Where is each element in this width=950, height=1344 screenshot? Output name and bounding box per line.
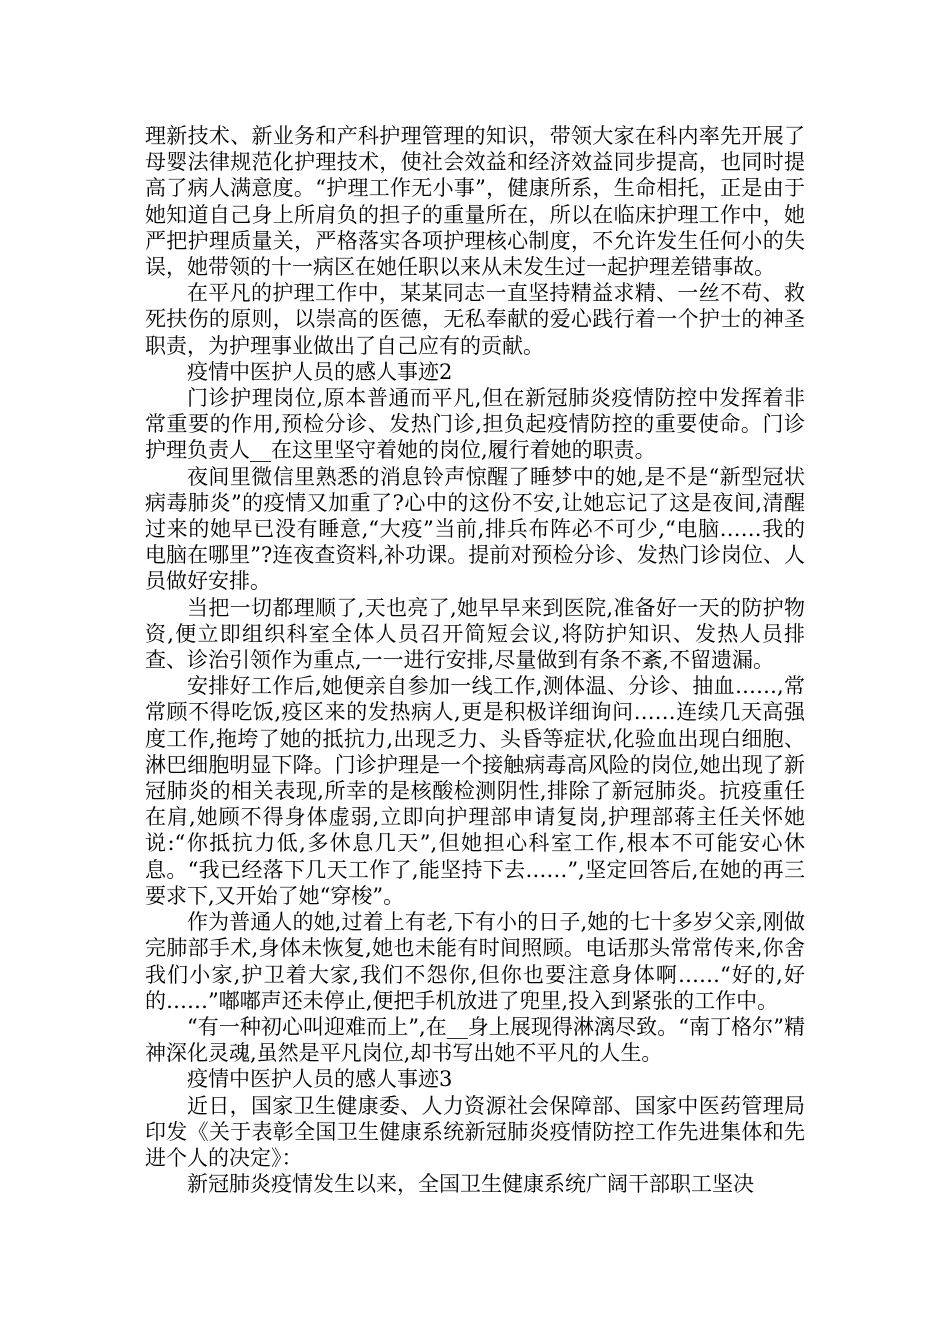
section-heading: 疫情中医护人员的感人事迹3 [187,1067,453,1092]
paragraph: 夜间里微信里熟悉的消息铃声惊醒了睡梦中的她,是不是“新型冠状病毒肺炎”的疫情又加重了?心中的这份不安,让她忘记了这是夜间,清醒过来的她早已没有睡意,“大疫”当前,排兵布阵必不可少,“电脑……我的电脑在哪里”?连夜查资料,补功课。提前对预检分诊、发热门诊岗位、人员做好安排。 [145,464,805,594]
paragraph: 在平凡的护理工作中，某某同志一直坚持精益求精、一丝不苟、救死扶伤的原则，以崇高的医德，无私奉献的爱心践行着一个护士的神圣职责，为护理事业做出了自己应有的贡献。 [145,281,805,358]
paragraph: 安排好工作后,她便亲自参加一线工作,测体温、分诊、抽血……,常常顾不得吃饭,疫区来的发热病人,更是积极详细询问……连续几天高强度工作,拖垮了她的抵抗力,出现乏力、头昏等症状,化验血出现白细胞、淋巴细胞明显下降。门诊护理是一个接触病毒高风险的岗位,她出现了新冠肺炎的相关表现,所幸的是核酸检测阴性,排除了新冠肺炎。抗疫重任在肩,她顾不得身体虚弱,立即向护理部申请复岗,护理部蒋主任关怀她说:“你抵抗力低,多休息几天”,但她担心科室工作,根本不可能安心休息。“我已经落下几天工作了,能坚持下去……”,坚定回答后,在她的再三要求下,又开始了她“穿梭”。 [145,674,805,908]
paragraph: “有一种初心叫迎难而上”,在__身上展现得淋漓尽致。“南丁格尔”精神深化灵魂,虽然是平凡岗位,却书写出她不平凡的人生。 [145,1014,805,1066]
document-page [145,123,805,1197]
paragraph: 作为普通人的她,过着上有老,下有小的日子,她的七十多岁父亲,刚做完肺部手术,身体未恢复,她也未能有时间照顾。电话那头常常传来,你舍我们小家,护卫着大家,我们不怨你,但你也要注意身体啊……“好的,好的……”嘟嘟声还未停止,便把手机放进了兜里,投入到紧张的工作中。 [145,910,805,1013]
paragraph: 近日，国家卫生健康委、人力资源社会保障部、国家中医药管理局印发《关于表彰全国卫生健康系统新冠肺炎疫情防控工作先进集体和先进个人的决定》： [145,1093,805,1170]
paragraph: 新冠肺炎疫情发生以来，全国卫生健康系统广阔干部职工坚决 [187,1172,754,1197]
paragraph: 门诊护理岗位,原本普通而平凡,但在新冠肺炎疫情防控中发挥着非常重要的作用,预检分诊、发热门诊,担负起疫情防控的重要使命。门诊护理负责人__在这里坚守着她的岗位,履行着她的职责。 [145,386,805,463]
section-heading: 疫情中医护人员的感人事迹2 [187,359,453,384]
paragraph: 当把一切都理顺了,天也亮了,她早早来到医院,准备好一天的防护物资,便立即组织科室全体人员召开简短会议,将防护知识、发热人员排查、诊治引领作为重点,一一进行安排,尽量做到有条不紊,不留遗漏。 [145,595,805,673]
paragraph-continuation: 理新技术、新业务和产科护理管理的知识，带领大家在科内率先开展了母婴法律规范化护理技术，使社会效益和经济效益同步提高，也同时提高了病人满意度。“护理工作无小事”，健康所系，生命相托，正是由于她知道自己身上所肩负的担子的重量所在，所以在临床护理工作中，她严把护理质量关，严格落实各项护理核心制度，不允许发生任何小的失误，她带领的十一病区在她任职以来从未发生过一起护理差错事故。 [145,124,805,280]
